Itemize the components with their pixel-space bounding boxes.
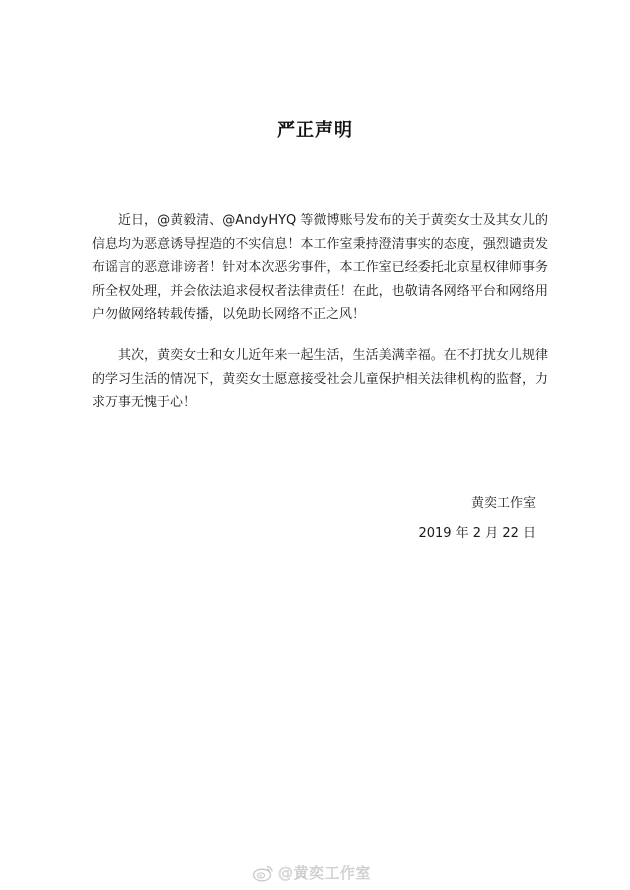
signature-organization: 黄奕工作室 xyxy=(470,496,536,511)
weibo-icon xyxy=(252,864,274,882)
paragraph-1-text: 近日，@黄毅清、@AndyHYQ 等微博账号发布的关于黄奕女士及其女儿的信息均为恶意诱导捏造的不实信息！本工作室秉持澄清事实的态度，强烈谴责发布谣言的恶意诽谤者！针对本次恶劣事件，本工作室已经委托北京星权律师事务所全权处理，并会依法追求侵权者法律责任！在此，也敬请各网络平台和网络用户勿做网络转载传播，以免助长网络不正之风！ xyxy=(92,213,548,322)
signature-date: 2019 年 2 月 22 日 xyxy=(418,526,536,541)
paragraph-2 xyxy=(92,344,548,415)
paragraph-1 xyxy=(92,209,548,327)
weibo-watermark xyxy=(252,862,371,883)
watermark-text: @黄奕工作室 xyxy=(278,864,372,882)
signature-block xyxy=(418,492,536,541)
page-title: 严正声明 xyxy=(277,120,353,141)
paragraph-2-text: 其次，黄奕女士和女儿近年来一起生活，生活美满幸福。在不打扰女儿规律的学习生活的情况下，黄奕女士愿意接受社会儿童保护相关法律机构的监督，力求万事无愧于心！ xyxy=(92,348,548,410)
